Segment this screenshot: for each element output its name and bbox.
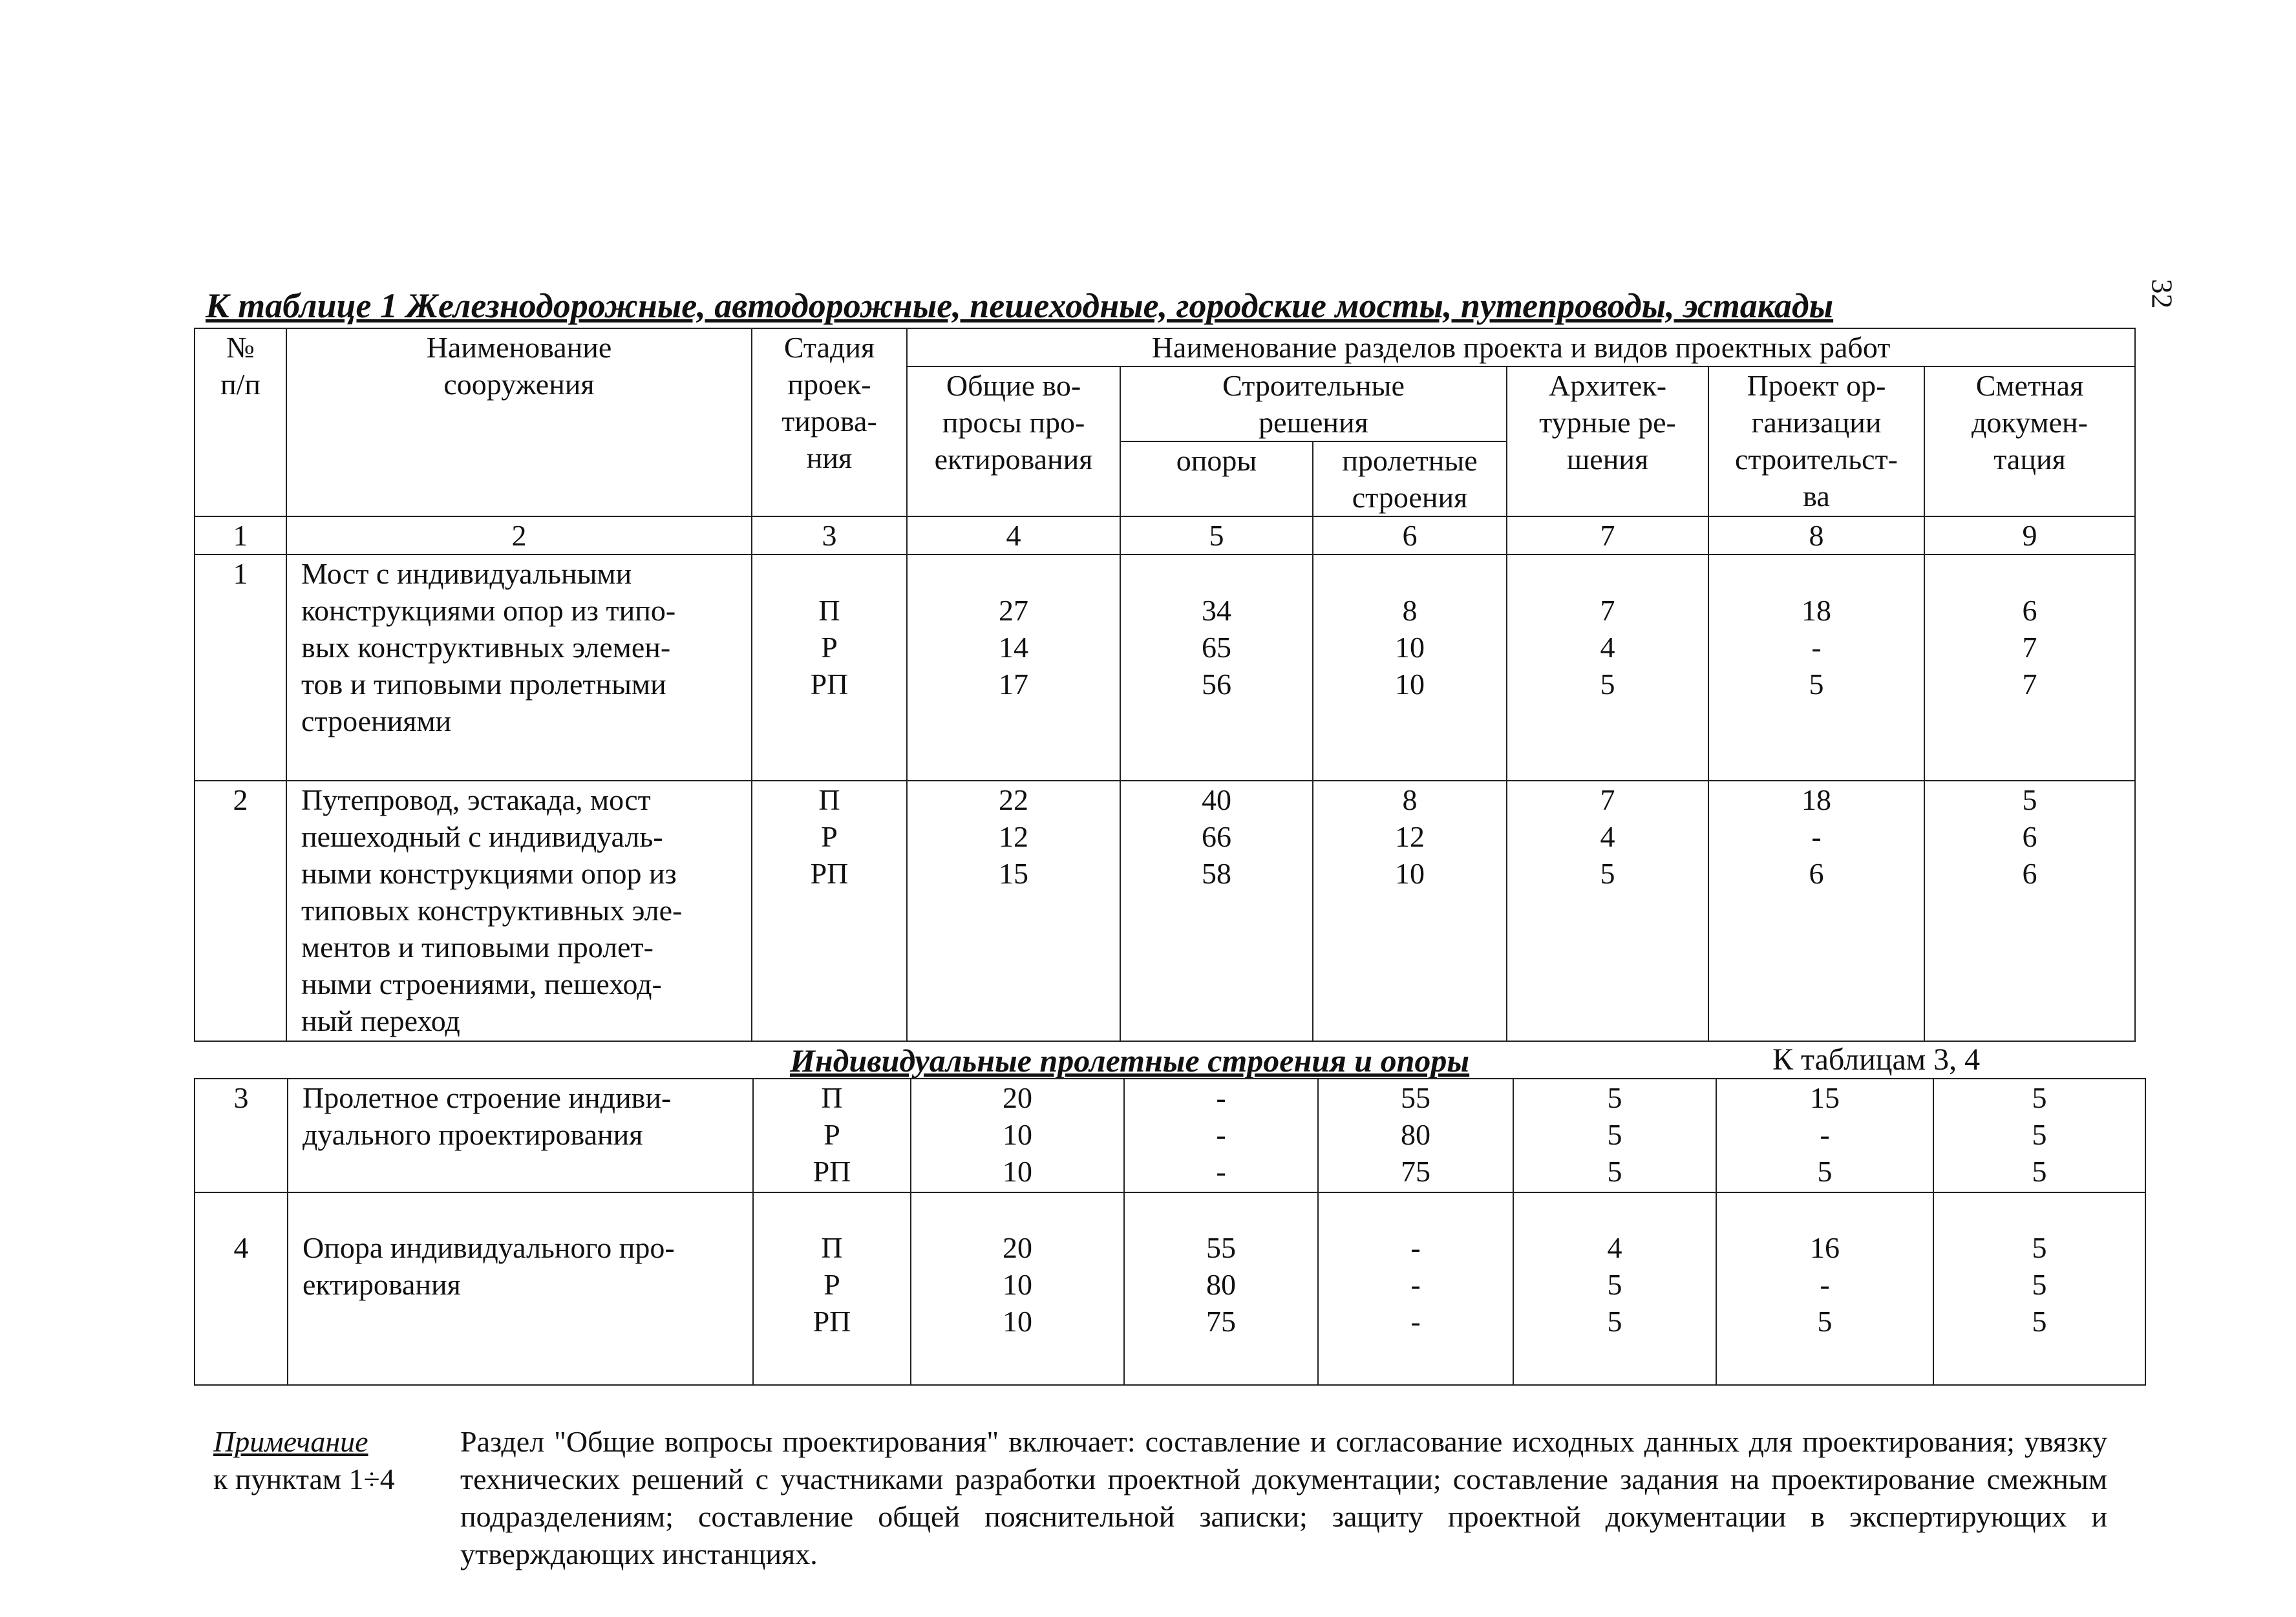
note-title: Примечание <box>213 1425 368 1458</box>
table-row: 3 Пролетное строение индиви- дуального проектирования П Р РП 20 10 10 - - - 55 80 75 5 5 5 15 - 5 5 5 5 <box>195 1079 2145 1192</box>
header-estimate: Сметная докумен- тация <box>1924 366 2135 516</box>
lower-table <box>194 1078 2146 1386</box>
main-table <box>194 328 2136 1042</box>
column-number-row: 1 2 3 4 5 6 7 8 9 <box>195 516 2135 555</box>
section-title: Индивидуальные пролетные строения и опоры <box>790 1042 1470 1079</box>
header-general: Общие во- просы про- ектирования <box>907 366 1120 516</box>
header-stage: Стадия проек- тирова- ния <box>752 328 907 516</box>
header-supports: опоры <box>1120 441 1313 516</box>
note-label <box>213 1423 395 1498</box>
header-spans: пролетные строения <box>1313 441 1507 516</box>
table-row: 1 Мост с индивидуальными конструкциями опор из типо- вых конструктивных элемен- тов и типовыми пролетными строениями П Р РП 27 14 17 34 65 56 8 10 10 7 4 5 18 - 5 6 7 7 <box>195 555 2135 781</box>
header-arch: Архитек- турные ре- шения <box>1507 366 1708 516</box>
header-name: Наименование сооружения <box>286 328 752 516</box>
note-scope: к пунктам 1÷4 <box>213 1463 395 1495</box>
note-text: Раздел "Общие вопросы проектирования" включает: составление и согласование исходных данных для проектирования; увязку технических решений с участниками разработки проектной документации; составление задания на проектирование смежным подразделениям; составление общей пояснительной записки; защиту проектной документации в экспертирующих и утверждающих инстанциях. <box>460 1425 2107 1570</box>
table-caption: К таблице 1 Железнодорожные, автодорожные, пешеходные, городские мосты, путепроводы, эстакады <box>206 286 1834 325</box>
header-construct: Строительные решения <box>1120 366 1507 441</box>
header-num: № п/п <box>195 328 286 516</box>
table-row: 2 Путепровод, эстакада, мост пешеходный с индивидуаль- ными конструкциями опор из типовых конструктивных эле- ментов и типовыми пролет- ными строениями, пешеход- ный переход П Р РП 22 12 15 40 66 58 8 12 10 7 4 5 18 - 6 5 6 6 <box>195 781 2135 1041</box>
header-org: Проект ор- ганизации строительст- ва <box>1708 366 1924 516</box>
page-number: 32 <box>2145 279 2179 309</box>
header-sections: Наименование разделов проекта и видов проектных работ <box>907 328 2135 366</box>
section-reference: К таблицам 3, 4 <box>1772 1042 1981 1077</box>
table-row: 4 Опора индивидуального про- ектирования П Р РП 20 10 10 55 80 75 - - - 4 5 5 16 - 5 5 5 5 <box>195 1192 2145 1385</box>
